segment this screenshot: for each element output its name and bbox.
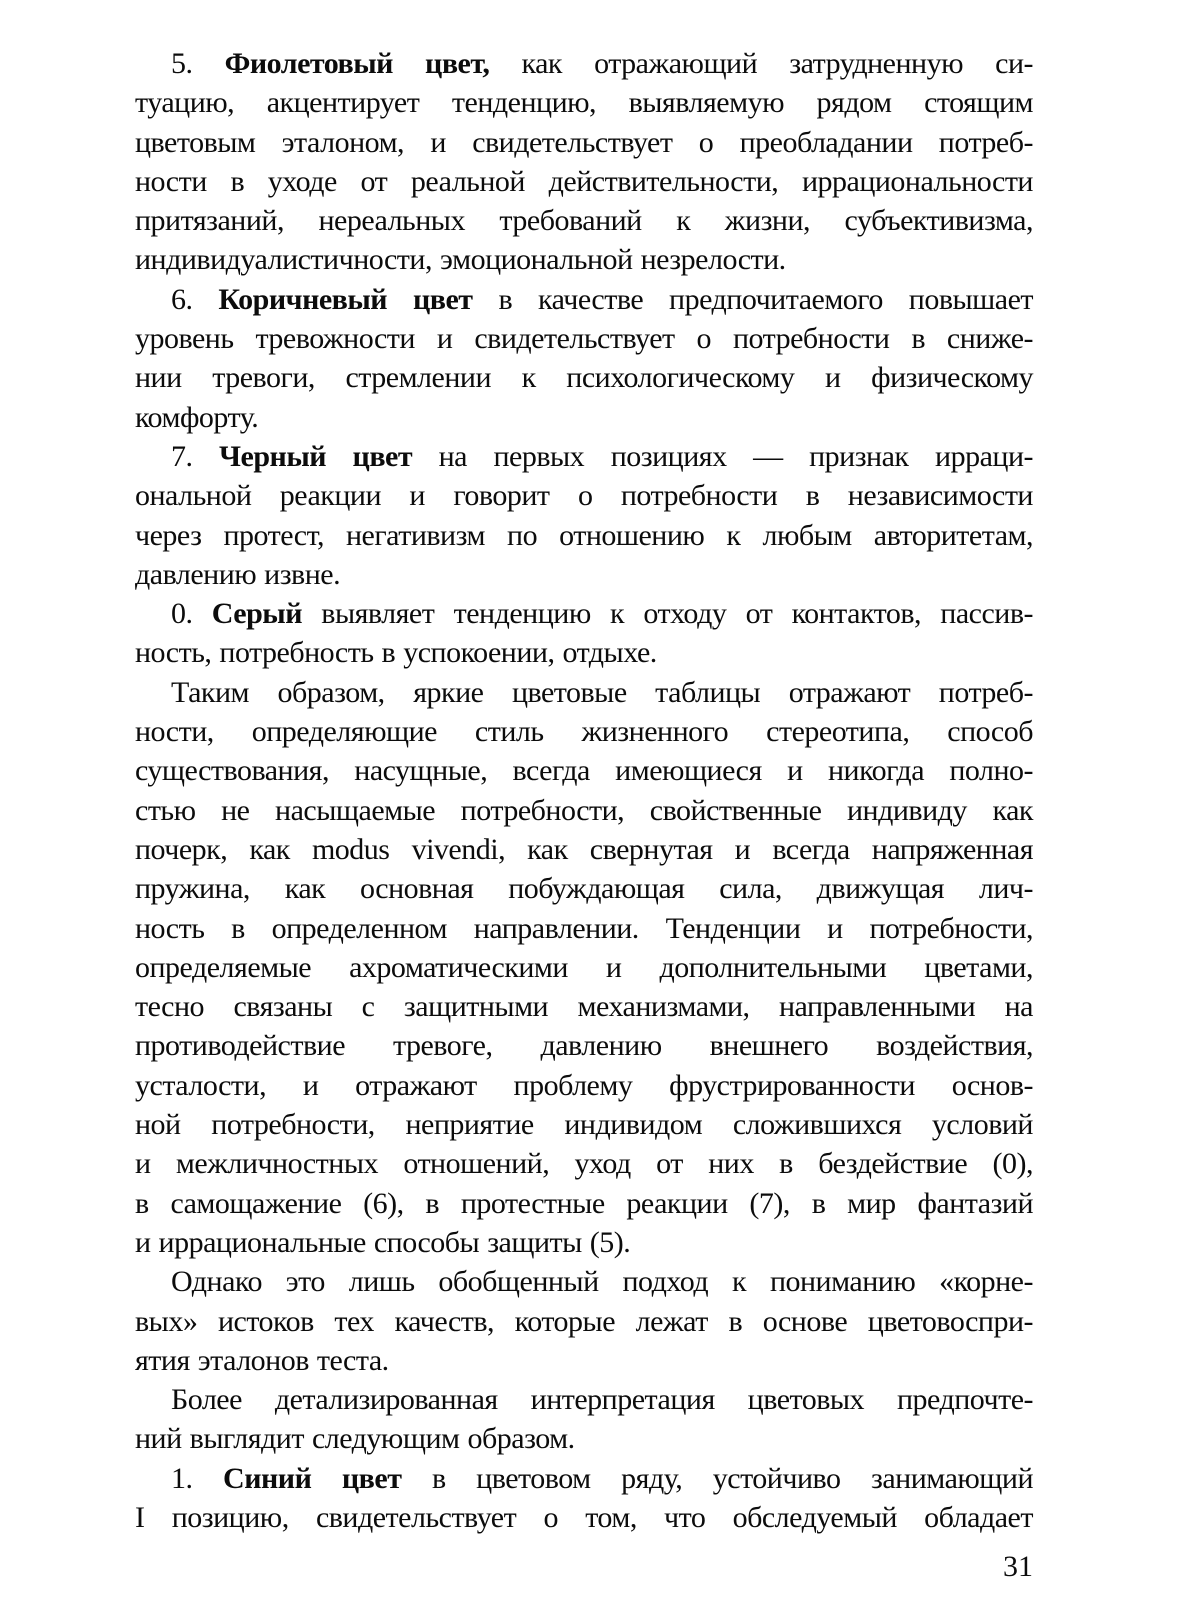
paragraph [135, 437, 1033, 594]
text-line: ность, потребность в успокоении, отдыхе. [135, 636, 657, 670]
color-term-bold: Черный цвет [219, 439, 413, 473]
color-term-bold: Синий цвет [223, 1461, 402, 1495]
text-line: ной потребности, неприятие индивидом сложившихся условий [135, 1108, 1033, 1142]
text-line: противодействие тревоге, давлению внешнего воздействия, [135, 1029, 1033, 1063]
text-column [135, 44, 1033, 1537]
text-line: Однако это лишь обобщенный подход к пониманию «корне- [171, 1265, 1033, 1299]
text-line: определяемые ахроматическими и дополнительными цветами, [135, 950, 1033, 984]
text-line: существования, насущные, всегда имеющиеся и никогда полно- [135, 754, 1033, 788]
text-line: нии тревоги, стремлении к психологическому и физическому [135, 361, 1033, 395]
text-line: почерк, как modus vivendi, как свернутая и всегда напряженная [135, 832, 1033, 866]
text-line: ональной реакции и говорит о потребности в независимости [135, 479, 1033, 513]
text-line: индивидуалистичности, эмоциональной незрелости. [135, 243, 786, 277]
text-line: усталости, и отражают проблему фрустрированности основ- [135, 1068, 1033, 1102]
text-line: ности, определяющие стиль жизненного стереотипа, способ [135, 715, 1033, 749]
text-line: I позицию, свидетельствует о том, что обследуемый обладает [135, 1500, 1033, 1534]
text-line: ний выглядит следующим образом. [135, 1422, 575, 1456]
text-line: 7. Черный цвет на первых позициях — признак ирраци- [171, 439, 1033, 473]
color-term-bold: Фиолетовый цвет, [224, 47, 490, 80]
text-line: и иррациональные способы защиты (5). [135, 1225, 631, 1259]
page-number: 31 [1003, 1550, 1033, 1583]
text-line: через протест, негативизм по отношению к любым авторитетам, [135, 518, 1033, 552]
text-line: Таким образом, яркие цветовые таблицы отражают потреб- [171, 675, 1033, 709]
text-line: ности в уходе от реальной действительности, иррациональности [135, 164, 1033, 198]
paragraph [135, 1380, 1033, 1459]
text-line: комфорту. [135, 400, 259, 434]
text-line: ность в определенном направлении. Тенденции и потребности, [135, 911, 1033, 945]
text-line: тесно связаны с защитными механизмами, направленными на [135, 990, 1033, 1024]
text-line: 6. Коричневый цвет в качестве предпочитаемого повышает [171, 282, 1033, 316]
text-line: притязаний, нереальных требований к жизни, субъективизма, [135, 204, 1033, 238]
color-term-bold: Серый [211, 597, 303, 631]
text-line: давлению извне. [135, 557, 341, 591]
text-line: вых» истоков тех качеств, которые лежат в основе цветовоспри- [135, 1304, 1033, 1338]
text-line: 0. Серый выявляет тенденцию к отходу от контактов, пассив- [171, 597, 1033, 631]
paragraph [135, 1262, 1033, 1380]
text-line: и межличностных отношений, уход от них в бездействие (0), [135, 1147, 1033, 1181]
paragraph [135, 673, 1033, 1262]
color-term-bold: Коричневый цвет [218, 282, 473, 316]
text-line: пружина, как основная побуждающая сила, движущая лич- [135, 872, 1033, 906]
text-line: Более детализированная интерпретация цветовых предпочте- [171, 1383, 1033, 1417]
text-line: в самощажение (6), в протестные реакции (7), в мир фантазий [135, 1186, 1033, 1220]
text-line: туацию, акцентирует тенденцию, выявляемую рядом стоящим [135, 86, 1033, 120]
text-line: 1. Синий цвет в цветовом ряду, устойчиво занимающий [171, 1461, 1034, 1495]
text-line: уровень тревожности и свидетельствует о потребности в сниже- [135, 322, 1033, 356]
paragraph [135, 594, 1033, 673]
text-line: стью не насыщаемые потребности, свойственные индивиду как [135, 793, 1033, 827]
paragraph [135, 280, 1033, 437]
text-line: ятия эталонов теста. [135, 1343, 389, 1377]
text-line: цветовым эталоном, и свидетельствует о преобладании потреб- [135, 125, 1033, 159]
paragraph [135, 44, 1033, 280]
text-line: 5. Фиолетовый цвет, как отражающий затрудненную си- [171, 47, 1034, 80]
paragraph [135, 1459, 1033, 1538]
